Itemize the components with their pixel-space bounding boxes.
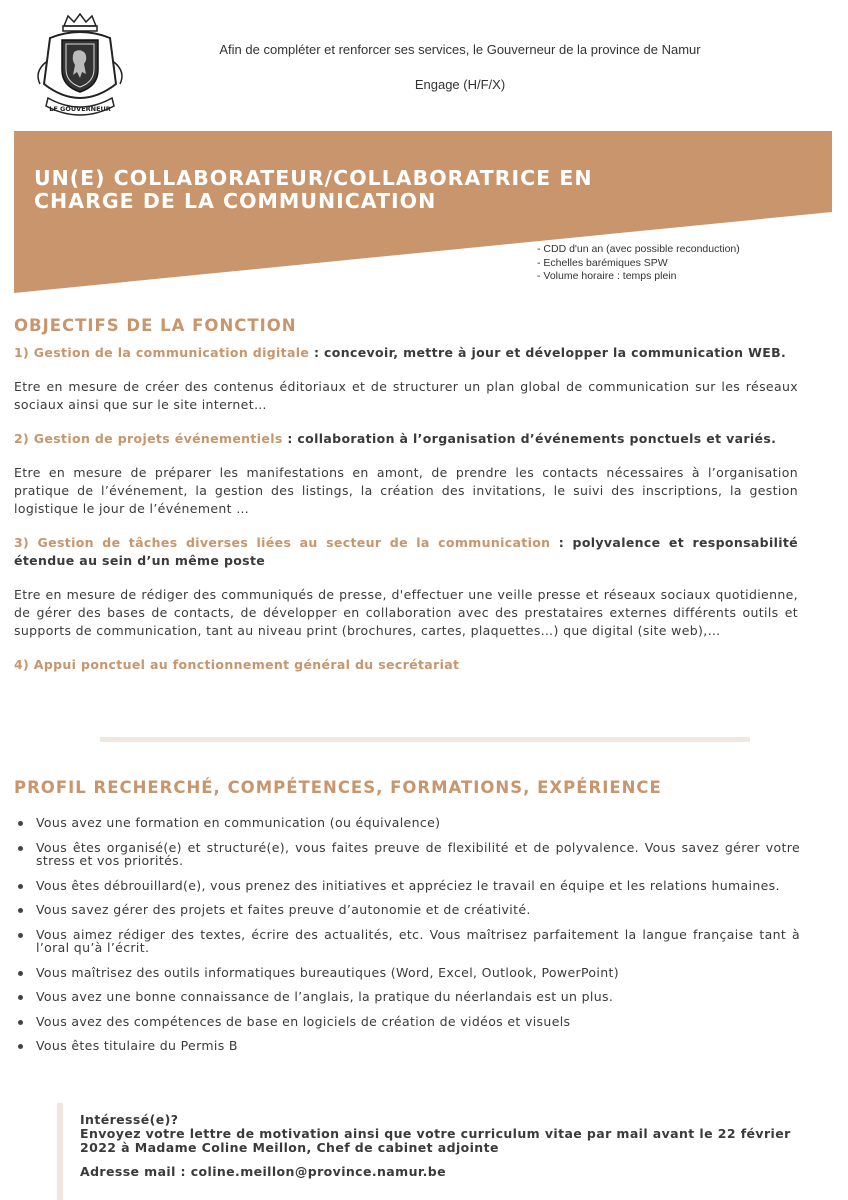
contact-email[interactable]: Adresse mail : coline.meillon@province.namur.be [80,1164,447,1179]
contract-details [537,243,740,284]
profile-item [16,841,800,868]
profile-title: PROFIL RECHERCHÉ, COMPÉTENCES, FORMATIONS, EXPÉRIENCE [14,778,662,797]
profile-item-text: Vous êtes organisé(e) et structuré(e), vous faites preuve de flexibilité et de polyvalence. Vous savez gérer votre stress et vos priorités. [36,839,800,868]
objective-3-desc: : polyvalence et responsabilité étendue au sein d’un même poste [14,535,799,568]
job-title-line2: CHARGE DE LA COMMUNICATION [34,189,437,213]
objective-2-text: Etre en mesure de préparer les manifestations en amont, de prendre les contacts nécessaires à l’organisation pratique de l’événement, la gestion des listings, la création des invitations, le suivi des inscriptions, la gestion logistique le jour de l’événement … [14,465,798,516]
profile-item-text: Vous savez gérer des projets et faites preuve d’autonomie et de créativité. [36,902,531,917]
profile-item [16,966,800,980]
interested-label: Intéressé(e)? [80,1112,179,1127]
job-title-line1: UN(E) COLLABORATEUR/COLLABORATRICE EN [34,166,593,190]
objectives-section [14,344,798,674]
profile-item [16,1015,800,1029]
profile-item-text: Vous aimez rédiger des textes, écrire des actualités, etc. Vous maîtrisez parfaitement la langue française tant à l’oral qu’à l’écrit. [36,926,800,955]
bullet-icon [18,995,23,1000]
contact-block [80,1113,820,1179]
objective-4-label: 4) Appui ponctuel au fonctionnement général du secrétariat [14,657,460,672]
svg-text:LE GOUVERNEUR: LE GOUVERNEUR [49,105,111,113]
bullet-icon [18,846,23,851]
contract-item: - CDD d'un an (avec possible reconduction) [537,243,740,255]
profile-item [16,990,800,1004]
objective-3-label: 3) Gestion de tâches diverses liées au secteur de la communication [14,535,551,550]
application-instructions: Envoyez votre lettre de motivation ainsi que votre curriculum vitae par mail avant le 22 février 2022 à Madame Coline Meillon, Chef de cabinet adjointe [80,1126,791,1155]
objective-2-desc: : collaboration à l’organisation d’événements ponctuels et variés. [282,431,777,446]
objective-3-heading [14,534,798,570]
contract-item: - Volume horaire : temps plein [537,270,677,282]
objective-1-text: Etre en mesure de créer des contenus éditoriaux et de structurer un plan global de communication sur les réseaux sociaux ainsi que sur le site internet… [14,379,798,412]
contact-accent-bar [57,1103,63,1200]
profile-item-text: Vous avez une bonne connaissance de l’anglais, la pratique du néerlandais est un plus. [36,989,614,1004]
bullet-icon [18,1044,23,1049]
bullet-icon [18,908,23,913]
profile-item-text: Vous êtes débrouillard(e), vous prenez des initiatives et appréciez le travail en équipe et les relations humaines. [36,877,780,893]
objectives-title: OBJECTIFS DE LA FONCTION [14,316,297,335]
profile-item [16,1039,800,1053]
profile-item-text: Vous avez une formation en communication (ou équivalence) [36,815,441,830]
profile-item-text: Vous êtes titulaire du Permis B [36,1038,238,1053]
profile-item-text: Vous avez des compétences de base en logiciels de création de vidéos et visuels [36,1013,571,1029]
profile-item [16,903,800,917]
bullet-icon [18,933,23,938]
objective-4-heading [14,656,798,674]
intro-line: Afin de compléter et renforcer ses services, le Gouverneur de la province de Namur [219,42,701,57]
objective-2-heading [14,430,798,448]
section-divider [100,737,750,742]
bullet-icon [18,971,23,976]
objective-1-label: 1) Gestion de la communication digitale [14,345,310,360]
contract-item: - Echelles barémiques SPW [537,256,668,269]
job-title [34,167,794,213]
profile-item-text: Vous maîtrisez des outils informatiques bureautiques (Word, Excel, Outlook, PowerPoint) [36,964,620,980]
profile-item [16,879,800,893]
profile-list [16,816,800,1053]
profile-item [16,928,800,955]
objective-2-label: 2) Gestion de projets événementiels [14,431,283,446]
profile-item [16,816,800,830]
bullet-icon [18,884,23,889]
bullet-icon [18,1020,23,1025]
bullet-icon [18,821,23,826]
objective-1-desc: : concevoir, mettre à jour et développer la communication WEB. [309,345,787,360]
engage-line: Engage (H/F/X) [414,77,506,92]
objective-1-heading [14,344,798,362]
objective-3-text: Etre en mesure de rédiger des communiqués de presse, d'effectuer une veille presse et réseaux sociaux quotidienne, de gérer des bases de contacts, de développer en collaboration avec des prestataires externes différents outils et supports de communication, tant au niveau print (brochures, cartes, plaquettes…) que digital (site web),… [14,587,798,638]
